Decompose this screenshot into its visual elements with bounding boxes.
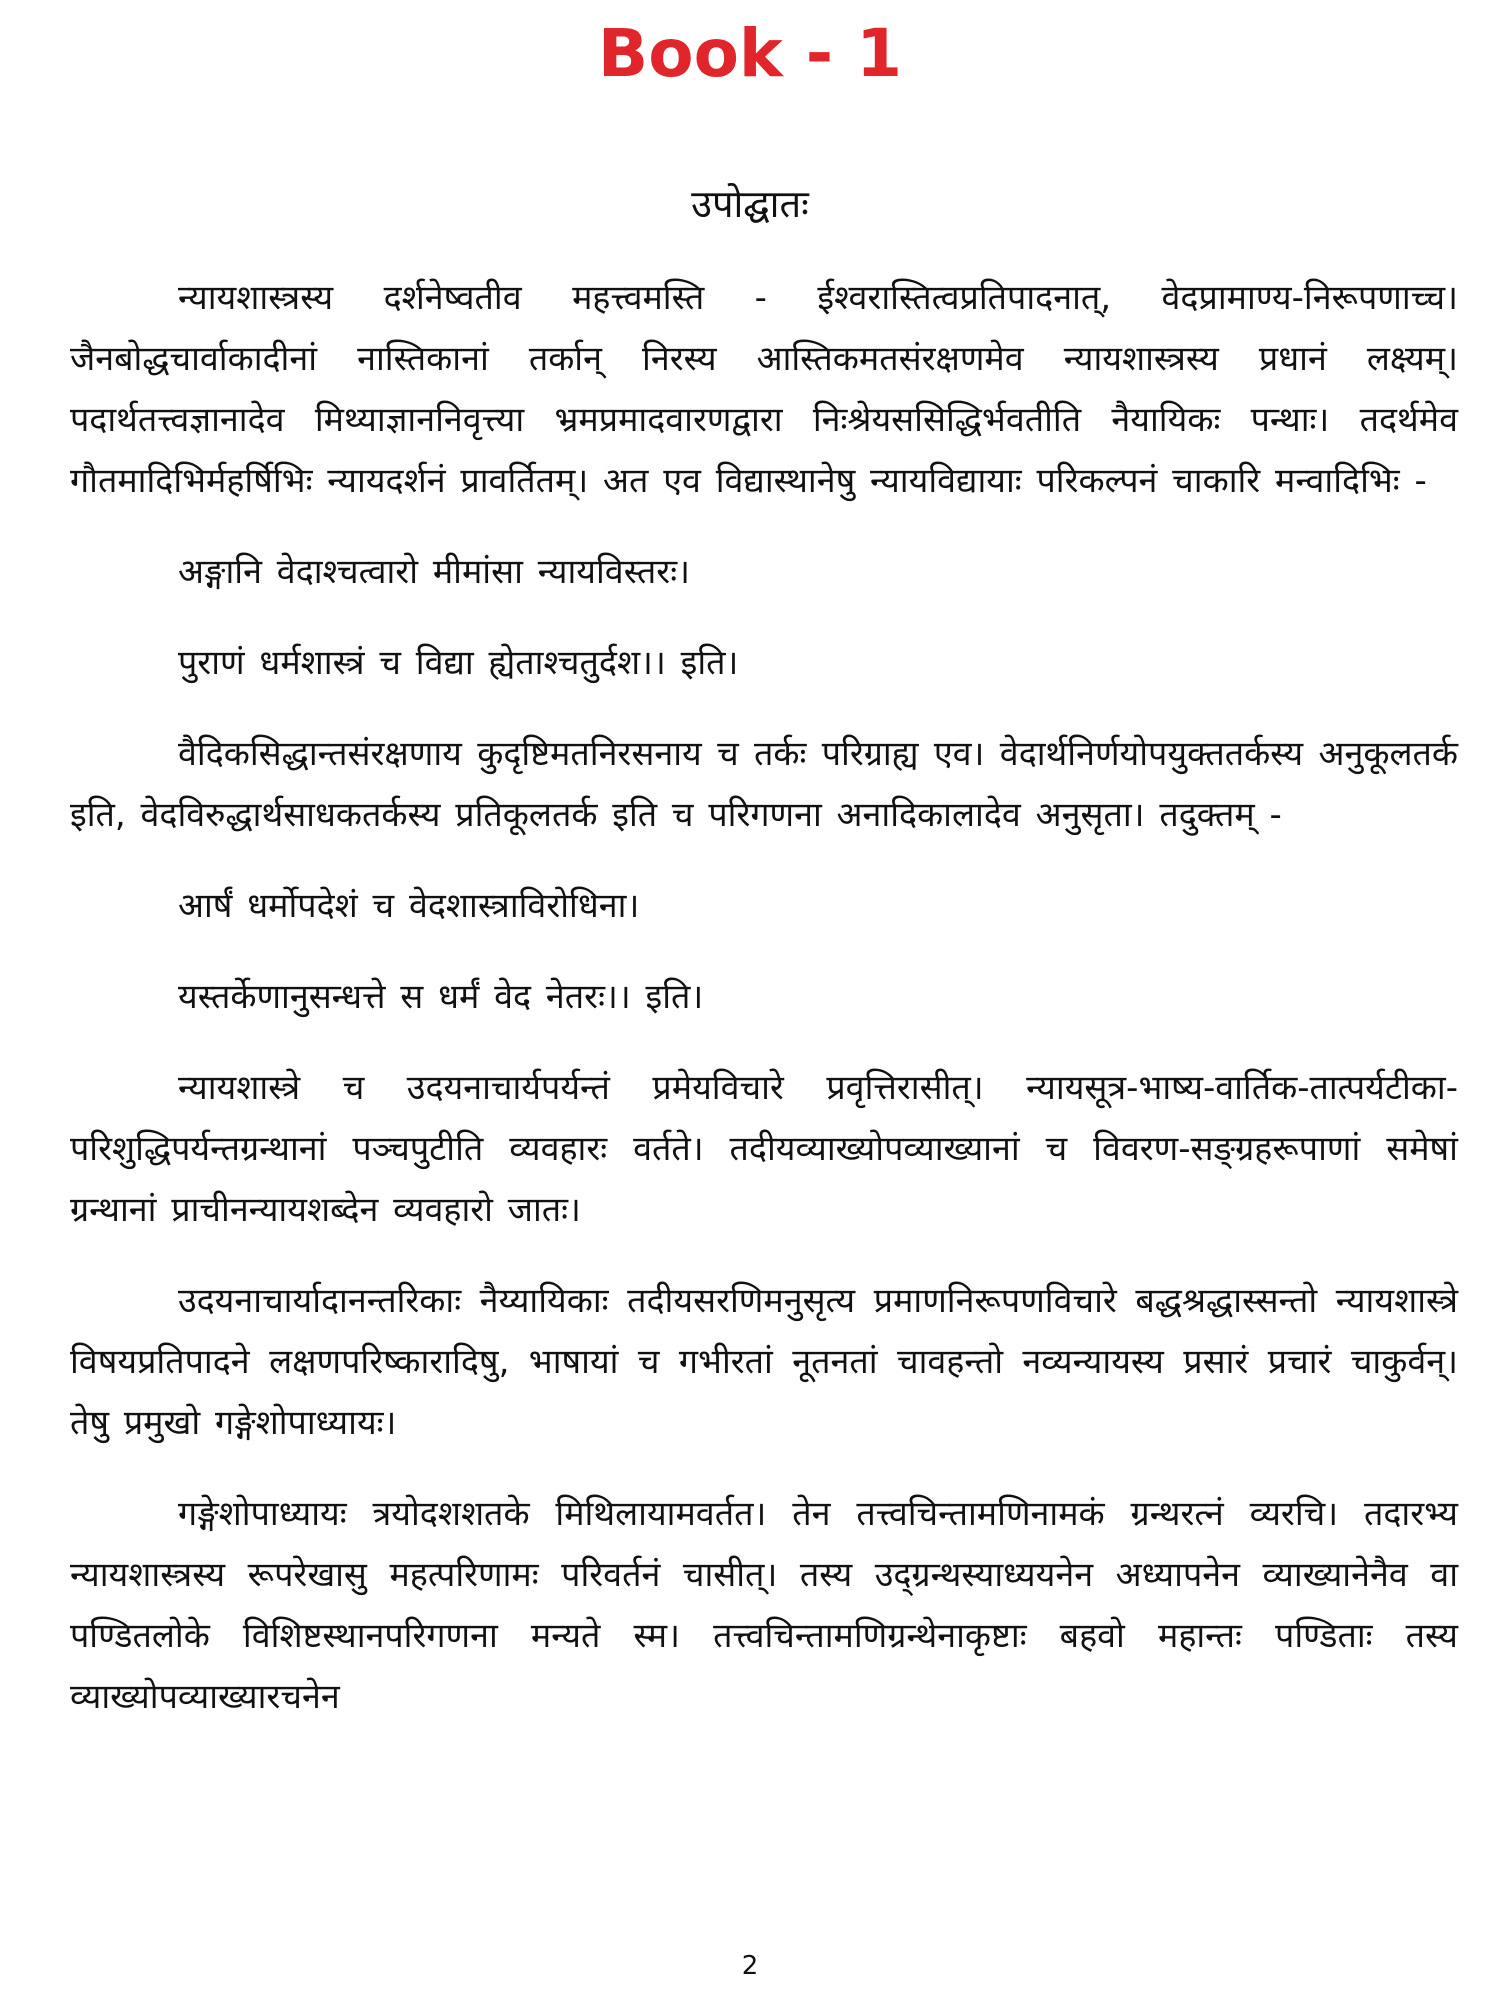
verse-line: यस्तर्केणानुसन्धत्ते स धर्मं वेद नेतरः।। इति। (178, 977, 704, 1017)
paragraph-prachina-nyaya: न्यायशास्त्रे च उदयनाचार्यपर्यन्तं प्रमेयविचारे प्रवृत्तिरासीत्। न्यायसूत्र-भाष्य-वार्तिक-तात्पर्यटीका-परिशुद्धिपर्यन्तग्रन्थानां पञ्चपुटीति व्यवहारः वर्तते। तदीयव्याख्योपव्याख्यानां च विवरण-सङ्ग्रहरूपाणां समेषां ग्रन्थानां प्राचीनन्यायशब्देन व्यवहारो जातः। (70, 1068, 1458, 1230)
section-heading: उपोद्घातः (691, 182, 809, 226)
verse-line: पुराणं धर्मशास्त्रं च विद्या ह्येताश्चतुर्दश।। इति। (178, 643, 739, 683)
book-title: Book - 1 (597, 15, 903, 92)
paragraph-navya-nyaya: उदयनाचार्यादानन्तरिकाः नैय्यायिकाः तदीयसरणिमनुसृत्य प्रमाणनिरूपणविचारे बद्धश्रद्धास्सन्तो न्यायशास्त्रे विषयप्रतिपादने लक्षणपरिष्कारादिषु, भाषायां च गभीरतां नूतनतां चावहन्तो नव्यन्यायस्य प्रसारं प्रचारं चाकुर्वन्। तेषु प्रमुखो गङ्गेशोपाध्यायः। (70, 1281, 1458, 1443)
verse-line: अङ्गानि वेदाश्चत्वारो मीमांसा न्यायविस्तरः। (178, 552, 690, 592)
verse-line: आर्षं धर्मोपदेशं च वेदशास्त्राविरोधिना। (178, 886, 640, 926)
page-number: 2 (741, 1951, 759, 1981)
body-text (70, 268, 1458, 1758)
paragraph-gangesha: गङ्गेशोपाध्यायः त्रयोदशशतके मिथिलायामवर्तत। तेन तत्त्वचिन्तामणिनामकं ग्रन्थरत्नं व्यरचि। तदारभ्य न्यायशास्त्रस्य रूपरेखासु महत्परिणामः परिवर्तनं चासीत्। तस्य उद्ग्रन्थस्याध्ययनेन अध्यापनेन व्याख्यानेनैव वा पण्डितलोके विशिष्टस्थानपरिगणना मन्यते स्म। तत्त्वचिन्तामणिग्रन्थेनाकृष्टाः बहवो महान्तः पण्डिताः तस्य व्याख्योपव्याख्यारचनेन (70, 1494, 1458, 1717)
paragraph-tarka: वैदिकसिद्धान्तसंरक्षणाय कुदृष्टिमतनिरसनाय च तर्कः परिग्राह्य एव। वेदार्थनिर्णयोपयुक्ततर्कस्य अनुकूलतर्क इति, वेदविरुद्धार्थसाधकतर्कस्य प्रतिकूलतर्क इति च परिगणना अनादिकालादेव अनुसृता। तदुक्तम् - (70, 734, 1458, 835)
paragraph-intro: न्यायशास्त्रस्य दर्शनेष्वतीव महत्त्वमस्ति - ईश्वरास्तित्वप्रतिपादनात्, वेदप्रामाण्य-निरूपणाच्च। जैनबोद्धचार्वाकादीनां नास्तिकानां तर्कान् निरस्य आस्तिकमतसंरक्षणमेव न्यायशास्त्रस्य प्रधानं लक्ष्यम्। पदार्थतत्त्वज्ञानादेव मिथ्याज्ञाननिवृत्त्या भ्रमप्रमादवारणद्वारा निःश्रेयससिद्धिर्भवतीति नैयायिकः पन्थाः। तदर्थमेव गौतमादिभिर्महर्षिभिः न्यायदर्शनं प्रावर्तितम्। अत एव विद्यास्थानेषु न्यायविद्यायाः परिकल्पनं चाकारि मन्वादिभिः - (70, 278, 1458, 501)
